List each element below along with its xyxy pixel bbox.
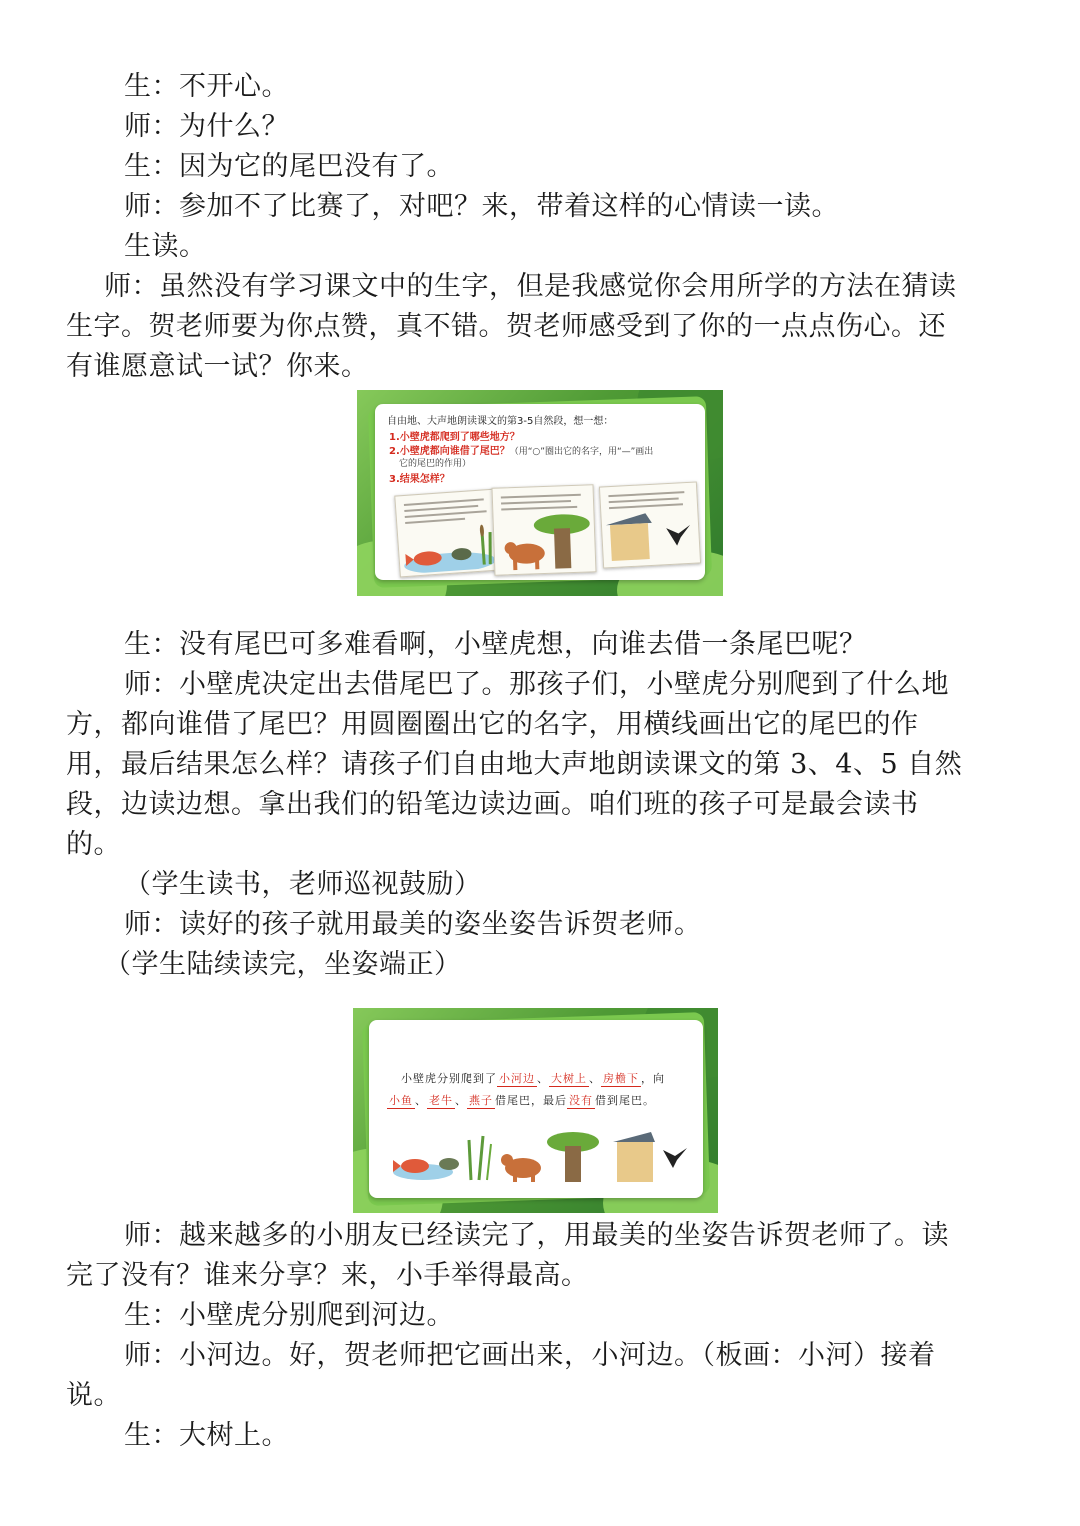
dialogue-line: 说。 — [66, 1380, 121, 1411]
dialogue-line: 师：虽然没有学习课文中的生字，但是我感觉你会用所学的方法在猜读 — [104, 271, 957, 302]
answer-sentence-line-1: 小壁虎分别爬到了 小河边 、 大树上 、 房檐下 ，向 — [401, 1072, 665, 1085]
slide-question-2: 2.小壁虎都向谁借了尾巴？（用“○”圈出它的名字，用“—”画出 — [389, 446, 654, 457]
dialogue-line: 生：小壁虎分别爬到河边。 — [124, 1300, 454, 1331]
answer-animal-3: 燕子 — [469, 1094, 493, 1107]
lesson-slide-answers — [353, 1008, 718, 1213]
dialogue-line: 师：读好的孩子就用最美的姿坐姿告诉贺老师。 — [124, 909, 702, 940]
slide-question-2-note: 它的尾巴的作用） — [399, 459, 472, 469]
swallow-eaves-illustration — [605, 507, 696, 564]
dialogue-line: 师：小壁虎决定出去借尾巴了。那孩子们，小壁虎分别爬到了什么地 — [124, 669, 949, 700]
answer-result: 没有 — [569, 1094, 593, 1107]
ox-tree-illustration — [499, 511, 591, 572]
dialogue-line: 的。 — [66, 829, 121, 860]
answer-animal-2: 老牛 — [429, 1094, 453, 1107]
slide-question-3: 3.结果怎样？ — [389, 474, 450, 485]
answer-place-1: 小河边 — [499, 1072, 535, 1085]
dialogue-line: 生：大树上。 — [124, 1420, 289, 1451]
dialogue-line: 段，边读边想。拿出我们的铅笔边读边画。咱们班的孩子可是最会读书 — [66, 789, 919, 820]
answer-animal-1: 小鱼 — [389, 1094, 413, 1107]
dialogue-line: 师：越来越多的小朋友已经读完了，用最美的坐姿告诉贺老师了。读 — [124, 1220, 949, 1251]
dialogue-line: 生读。 — [124, 231, 207, 262]
river-fish-illustration — [402, 524, 497, 574]
dialogue-line: 生：因为它的尾巴没有了。 — [124, 151, 454, 182]
dialogue-line: 师：为什么？ — [124, 111, 289, 142]
dialogue-line: 方，都向谁借了尾巴？用圆圈圈出它的名字，用横线画出它的尾巴的作 — [66, 709, 919, 740]
dialogue-line: 完了没有？谁来分享？来，小手举得最高。 — [66, 1260, 589, 1291]
dialogue-line: 师：参加不了比赛了，对吧？来，带着这样的心情读一读。 — [124, 191, 839, 222]
slide-card — [375, 404, 705, 580]
stage-direction: （学生读书，老师巡视鼓励） — [124, 869, 482, 900]
slide-instruction: 自由地、大声地朗读课文的第3-5自然段，想一想： — [387, 416, 614, 427]
story-page-tree — [491, 484, 596, 576]
slide-question-1: 1.小壁虎都爬到了哪些地方？ — [389, 432, 520, 443]
answer-place-2: 大树上 — [551, 1072, 587, 1085]
slide-card — [369, 1020, 703, 1198]
answer-place-3: 房檐下 — [603, 1072, 639, 1085]
story-page-river — [394, 489, 501, 578]
answer-sentence-line-2: 小鱼 、 老牛 、 燕子 借尾巴，最后 没有 借到尾巴。 — [389, 1094, 655, 1107]
dialogue-line: 用，最后结果怎么样？请孩子们自由地大声地朗读课文的第 3、4、5 自然 — [66, 749, 963, 780]
dialogue-line: 有谁愿意试一试？你来。 — [66, 351, 369, 382]
stage-direction: （学生陆续读完，坐姿端正） — [104, 949, 462, 980]
dialogue-line: 师：小河边。好，贺老师把它画出来，小河边。（板画：小河）接着 — [124, 1340, 936, 1371]
lesson-slide-questions — [357, 390, 723, 596]
story-page-eaves — [599, 481, 701, 568]
story-illustrations — [393, 1130, 693, 1182]
dialogue-line: 生：不开心。 — [124, 71, 289, 102]
dialogue-line: 生：没有尾巴可多难看啊，小壁虎想，向谁去借一条尾巴呢？ — [124, 629, 867, 660]
dialogue-line: 生字。贺老师要为你点赞，真不错。贺老师感受到了你的一点点伤心。还 — [66, 311, 946, 342]
